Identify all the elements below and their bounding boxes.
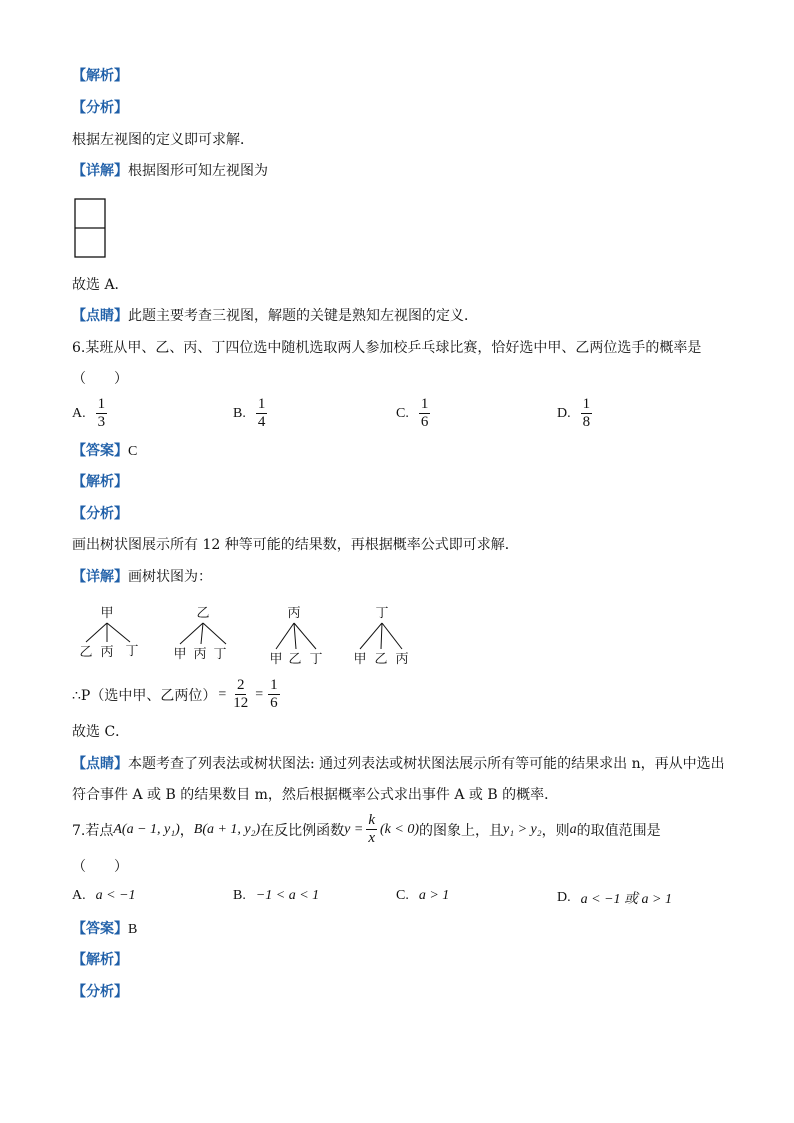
option-fraction: $\frac{1}{4}$ — [257, 396, 266, 430]
q7-stem — [72, 812, 661, 847]
fenxi-text-q5: 根据左视图的定义即可求解． — [72, 132, 254, 148]
tree-yi — [173, 606, 226, 662]
q7-answer-line — [72, 919, 137, 940]
svg-text:乙: 乙 — [196, 606, 210, 621]
fenxi-heading-q5: 【分析】 — [72, 100, 128, 116]
func-lhs: y = — [344, 821, 364, 837]
q7-option-a — [72, 888, 136, 904]
dianjing-label: 【点睛】 — [72, 756, 128, 772]
dianjing-line-q6 — [72, 754, 725, 774]
equals-sign: = — [218, 686, 227, 702]
q6-option-a — [72, 396, 110, 431]
dianjing-text: 此题主要考查三视图，解题的关键是熟知左视图的定义． — [128, 308, 478, 324]
q7-paren: （ ） — [72, 859, 128, 875]
option-letter: A. — [72, 888, 86, 903]
q7-end: 的取值范围是 — [576, 822, 661, 839]
option-fraction: $\frac{1}{3}$ — [97, 396, 106, 430]
xiangjie-text: 根据图形可知左视图为 — [128, 163, 268, 179]
inequality: y₁ > y₂ — [503, 821, 542, 837]
svg-text:丁: 丁 — [309, 652, 323, 667]
option-letter: A. — [72, 405, 86, 421]
option-text: a < −1 或 a > 1 — [580, 892, 672, 907]
option-fraction: $\frac{1}{6}$ — [420, 396, 429, 430]
svg-text:乙: 乙 — [288, 652, 302, 667]
q7-prefix: 7.若点 — [72, 822, 114, 839]
xiangjie-label: 【详解】 — [72, 163, 128, 179]
tree-jia — [79, 606, 138, 660]
q6-option-d — [557, 396, 595, 431]
option-text: a < −1 — [95, 888, 136, 903]
q7-mid3: ，则 — [541, 822, 570, 839]
svg-text:甲: 甲 — [100, 606, 114, 621]
choose-q6: 故选 C． — [72, 724, 130, 740]
q7-option-c — [396, 888, 449, 904]
svg-text:丁: 丁 — [125, 644, 139, 659]
option-text: a > 1 — [418, 888, 450, 903]
xiangjie-line-q6 — [72, 567, 212, 587]
q6-option-c — [396, 396, 433, 431]
analysis-heading-q6: 【解析】 — [72, 474, 128, 490]
tree-bing — [269, 606, 322, 667]
dianjing-label: 【点睛】 — [72, 308, 128, 324]
q6-option-b — [233, 396, 270, 431]
svg-text:丙: 丙 — [287, 606, 301, 621]
dianjing-line2-q6: 符合事件 A 或 B 的结果数目 m，然后根据概率公式求出事件 A 或 B 的概率． — [72, 787, 559, 803]
q6-paren: （ ） — [72, 371, 128, 387]
q6-answer-line — [72, 441, 137, 462]
tree-diagram — [70, 600, 430, 672]
point-b: B(a + 1, y₂) — [193, 821, 261, 837]
xiangjie-text: 画树状图为： — [128, 569, 212, 585]
svg-text:甲: 甲 — [353, 652, 367, 667]
svg-text:乙: 乙 — [79, 645, 93, 660]
xiangjie-line-q5 — [72, 161, 268, 181]
xiangjie-label: 【详解】 — [72, 569, 128, 585]
q7-mid2: 的图象上，且 — [419, 822, 504, 839]
analysis-heading-q7: 【解析】 — [72, 952, 128, 968]
tree-ding — [353, 606, 408, 667]
prob-prefix: ∴P（选中甲、乙两位） — [72, 687, 217, 704]
fenxi-heading-q6: 【分析】 — [72, 506, 128, 522]
option-text: −1 < a < 1 — [255, 888, 320, 903]
left-view-figure — [74, 198, 108, 260]
option-letter: D. — [557, 890, 571, 905]
svg-text:甲: 甲 — [173, 647, 187, 662]
q7-mid: 在反比例函数 — [260, 822, 345, 839]
equals-sign: = — [255, 686, 264, 702]
svg-text:丙: 丙 — [100, 645, 114, 660]
answer-label: 【答案】 — [72, 443, 128, 459]
dianjing-text: 本题考查了列表法或树状图法: 通过列表法或树状图法展示所有等可能的结果求出 n，再从中选出 — [128, 756, 725, 772]
analysis-heading-q5: 【解析】 — [72, 68, 128, 84]
fraction-2-12: $\frac{2}{12}$ — [233, 677, 249, 711]
answer-value: B — [128, 922, 138, 937]
choose-q5: 故选 A． — [72, 277, 129, 293]
probability-formula — [72, 677, 283, 712]
answer-label: 【答案】 — [72, 921, 128, 937]
option-letter: D. — [557, 405, 571, 421]
fenxi-heading-q7: 【分析】 — [72, 984, 128, 1000]
option-letter: C. — [396, 888, 409, 903]
q7-option-b — [233, 888, 319, 904]
svg-text:丁: 丁 — [375, 606, 389, 621]
dianjing-line-q5 — [72, 306, 478, 326]
option-letter: C. — [396, 405, 409, 421]
point-a: A(a − 1, y₁) — [113, 821, 180, 837]
var-a: a — [569, 821, 577, 837]
func-condition: (k < 0) — [380, 821, 420, 837]
option-letter: B. — [233, 888, 246, 903]
separator: ， — [179, 822, 194, 839]
func-fraction: $\frac{k}{x}$ — [368, 812, 376, 846]
fenxi-text-q6: 画出树状图展示所有 12 种等可能的结果数，再根据概率公式即可求解． — [72, 537, 519, 553]
option-letter: B. — [233, 405, 246, 421]
svg-text:丙: 丙 — [193, 647, 207, 662]
option-fraction: $\frac{1}{8}$ — [582, 396, 591, 430]
svg-text:乙: 乙 — [374, 652, 388, 667]
fraction-1-6: $\frac{1}{6}$ — [270, 677, 278, 711]
svg-text:丁: 丁 — [213, 647, 227, 662]
q6-stem: 6.某班从甲、乙、丙、丁四位选中随机选取两人参加校乒乓球比赛，恰好选中甲、乙两位选手的概率是 — [72, 340, 702, 356]
svg-text:丙: 丙 — [395, 652, 409, 667]
answer-value: C — [128, 444, 138, 459]
svg-text:甲: 甲 — [269, 652, 283, 667]
q7-option-d — [557, 888, 672, 908]
